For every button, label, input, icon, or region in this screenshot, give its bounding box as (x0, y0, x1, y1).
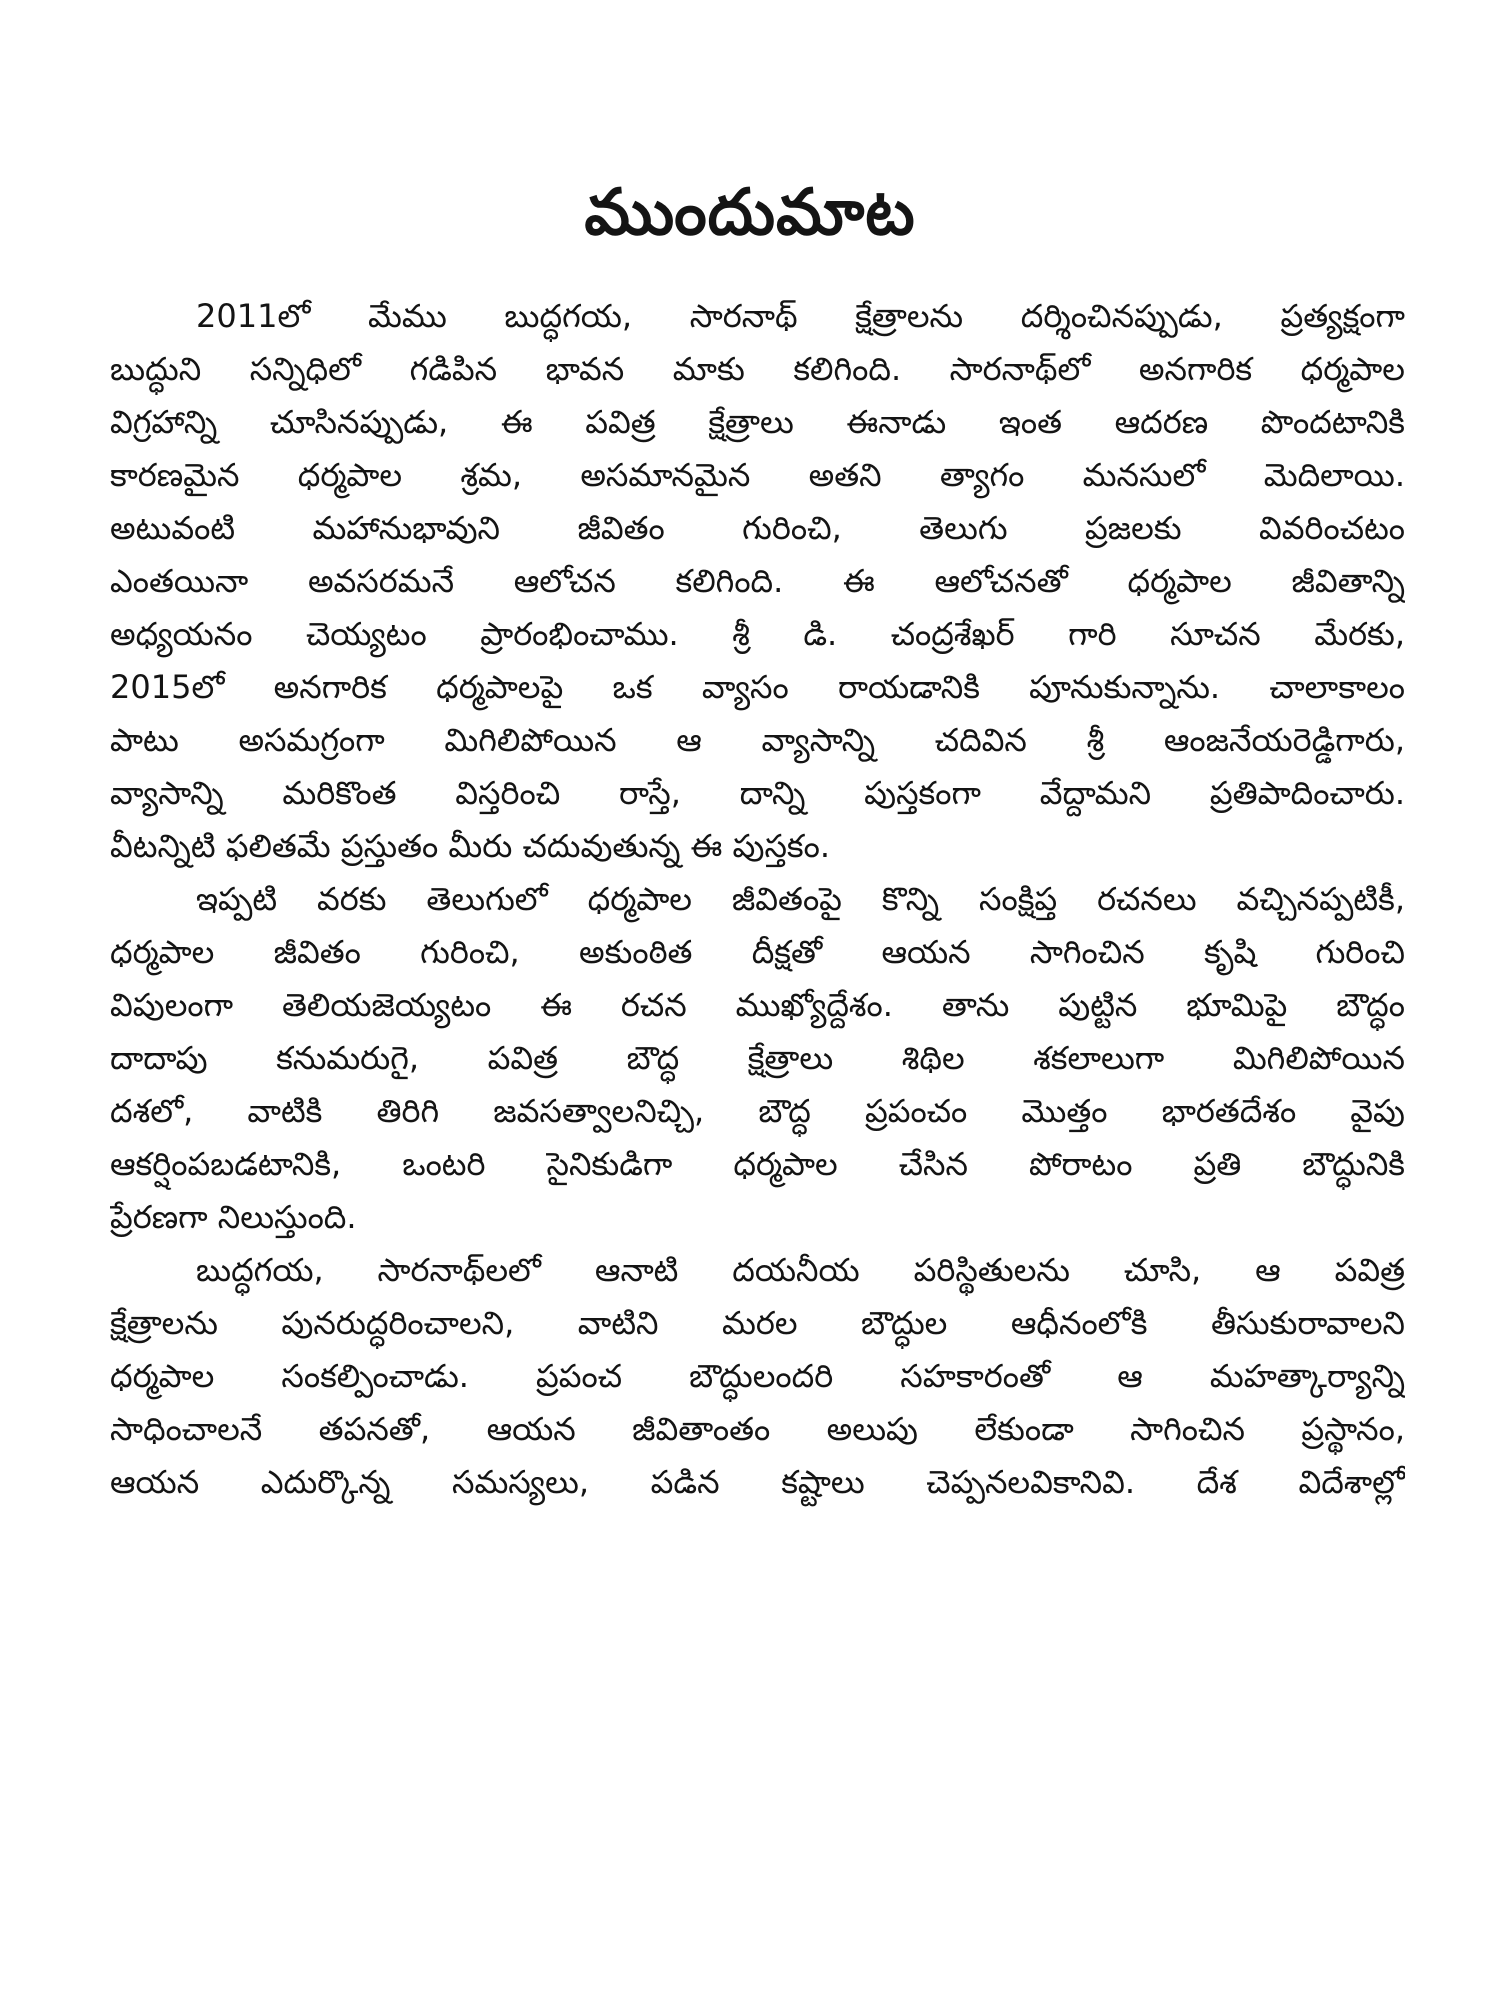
text-line: కారణమైన ధర్మపాల శ్రమ, అసమానమైన అతని త్యాగం మనసులో మెదిలాయి. (110, 456, 1405, 494)
text-line: విపులంగా తెలియజెయ్యటం ఈ రచన ముఖ్యోద్దేశం. తాను పుట్టిన భూమిపై బౌద్ధం (110, 986, 1405, 1024)
text-line: దాదాపు కనుమరుగై, పవిత్ర బౌద్ధ క్షేత్రాలు శిథిల శకలాలుగా మిగిలిపోయిన (110, 1039, 1405, 1077)
text-line: 2011లో మేము బుద్ధగయ, సారనాథ్ క్షేత్రాలను దర్శించినప్పుడు, ప్రత్యక్షంగా (196, 297, 1405, 335)
text-line: ఆకర్షింపబడటానికి, ఒంటరి సైనికుడిగా ధర్మపాల చేసిన పోరాటం ప్రతి బౌద్ధునికి (110, 1145, 1405, 1183)
text-line: ఆయన ఎదుర్కొన్న సమస్యలు, పడిన కష్టాలు చెప్పనలవికానివి. దేశ విదేశాల్లో (110, 1463, 1405, 1501)
text-line: అటువంటి మహానుభావుని జీవితం గురించి, తెలుగు ప్రజలకు వివరించటం (110, 509, 1405, 547)
text-line: ధర్మపాల జీవితం గురించి, అకుంఠిత దీక్షతో ఆయన సాగించిన కృషి గురించి (110, 933, 1405, 971)
preface-body (110, 290, 1405, 1509)
page-title: ముందుమాట (584, 176, 916, 250)
text-line: సాధించాలనే తపనతో, ఆయన జీవితాంతం అలుపు లేకుండా సాగించిన ప్రస్థానం, (110, 1410, 1405, 1448)
text-line: విగ్రహాన్ని చూసినప్పుడు, ఈ పవిత్ర క్షేత్రాలు ఈనాడు ఇంత ఆదరణ పొందటానికి (110, 403, 1405, 441)
paragraph-3 (110, 1244, 1405, 1509)
text-line: ఎంతయినా అవసరమనే ఆలోచన కలిగింది. ఈ ఆలోచనతో ధర్మపాల జీవితాన్ని (110, 562, 1405, 600)
text-line: బుద్ధుని సన్నిధిలో గడిపిన భావన మాకు కలిగింది. సారనాథ్‌లో అనగారిక ధర్మపాల (110, 350, 1405, 388)
text-line: ధర్మపాల సంకల్పించాడు. ప్రపంచ బౌద్ధులందరి సహకారంతో ఆ మహత్కార్యాన్ని (110, 1357, 1405, 1395)
text-line: క్షేత్రాలను పునరుద్ధరించాలని, వాటిని మరల బౌద్ధుల ఆధీనంలోకి తీసుకురావాలని (110, 1304, 1405, 1342)
paragraph-1 (110, 290, 1405, 873)
text-line: అధ్యయనం చెయ్యటం ప్రారంభించాము. శ్రీ డి. చంద్రశేఖర్ గారి సూచన మేరకు, (110, 615, 1405, 653)
text-line: 2015లో అనగారిక ధర్మపాలపై ఒక వ్యాసం రాయడానికి పూనుకున్నాను. చాలాకాలం (110, 668, 1405, 706)
text-line: వీటన్నిటి ఫలితమే ప్రస్తుతం మీరు చదువుతున్న ఈ పుస్తకం. (110, 827, 831, 865)
text-line: దశలో, వాటికి తిరిగి జవసత్వాలనిచ్చి, బౌద్ధ ప్రపంచం మొత్తం భారతదేశం వైపు (110, 1092, 1405, 1130)
text-line: ప్రేరణగా నిలుస్తుంది. (110, 1198, 357, 1236)
paragraph-2 (110, 873, 1405, 1244)
text-line: ఇప్పటి వరకు తెలుగులో ధర్మపాల జీవితంపై కొన్ని సంక్షిప్త రచనలు వచ్చినప్పటికీ, (196, 880, 1405, 918)
text-line: బుద్ధగయ, సారనాథ్‌లలో ఆనాటి దయనీయ పరిస్థితులను చూసి, ఆ పవిత్ర (196, 1251, 1405, 1289)
text-line: పాటు అసమగ్రంగా మిగిలిపోయిన ఆ వ్యాసాన్ని చదివిన శ్రీ ఆంజనేయరెడ్డిగారు, (110, 721, 1405, 759)
text-line: వ్యాసాన్ని మరికొంత విస్తరించి రాస్తే, దాన్ని పుస్తకంగా వేద్దామని ప్రతిపాదించారు. (110, 774, 1405, 812)
